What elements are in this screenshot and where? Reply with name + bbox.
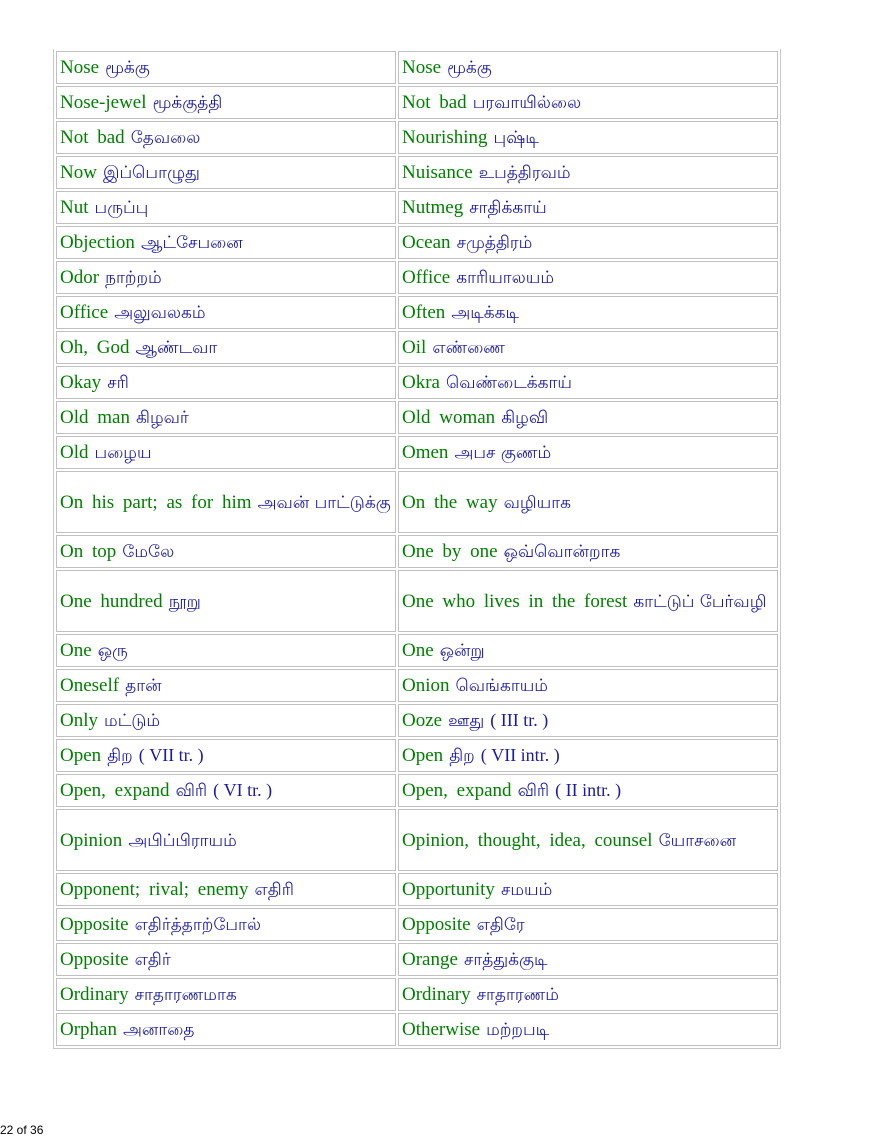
tamil-term: வழியாக xyxy=(503,492,571,513)
tamil-term: புஷ்டி xyxy=(493,128,539,148)
dictionary-entry xyxy=(56,471,396,533)
tamil-term: கிழவர் xyxy=(136,408,189,428)
dictionary-table-body xyxy=(56,51,778,1046)
english-term: Open xyxy=(402,745,444,766)
table-row xyxy=(56,570,778,632)
english-term: Ordinary xyxy=(60,984,129,1005)
tamil-term: அடிக்கடி xyxy=(451,303,520,323)
dictionary-entry xyxy=(56,873,396,906)
english-term: Not bad xyxy=(60,127,125,148)
dictionary-entry xyxy=(56,191,396,224)
table-row xyxy=(56,471,778,533)
dictionary-entry xyxy=(398,943,778,976)
table-row xyxy=(56,669,778,702)
english-term: Open xyxy=(60,745,102,766)
english-term: Opposite xyxy=(60,949,129,970)
tamil-term: மட்டும் xyxy=(104,711,161,731)
tamil-term: ஒவ்வொன்றாக xyxy=(503,542,621,562)
dictionary-entry xyxy=(398,191,778,224)
dictionary-entry xyxy=(56,121,396,154)
dictionary-entry xyxy=(398,366,778,399)
tamil-term: பரவாயில்லை xyxy=(472,93,582,113)
english-term: Otherwise xyxy=(402,1019,481,1040)
tamil-term: மூக்குத்தி xyxy=(152,93,223,113)
dictionary-entry xyxy=(56,809,396,871)
table-row xyxy=(56,156,778,189)
english-term: Nose-jewel xyxy=(60,92,147,113)
table-row xyxy=(56,978,778,1011)
tamil-term: அலுவலகம் xyxy=(114,303,206,323)
dictionary-entry xyxy=(398,296,778,329)
tamil-term: கிழவி xyxy=(501,408,549,428)
english-term: Ordinary xyxy=(402,984,471,1005)
english-term: One who lives in the forest xyxy=(402,590,628,612)
dictionary-entry xyxy=(398,739,778,772)
english-term: Onion xyxy=(402,675,450,696)
english-term: Nutmeg xyxy=(402,197,464,218)
tamil-term: வெங்காயம் xyxy=(455,676,548,696)
dictionary-entry xyxy=(56,51,396,84)
dictionary-entry xyxy=(56,774,396,807)
tamil-term: அபிப்பிராயம் xyxy=(128,830,237,851)
english-term: Ooze xyxy=(402,710,443,731)
table-row xyxy=(56,86,778,119)
table-row xyxy=(56,943,778,976)
english-term: Omen xyxy=(402,442,449,463)
english-term: Oneself xyxy=(60,675,120,696)
page-number: 22 of 36 xyxy=(0,1123,44,1137)
dictionary-entry xyxy=(398,809,778,871)
table-row xyxy=(56,191,778,224)
table-row xyxy=(56,366,778,399)
english-term: Open, expand xyxy=(60,780,170,801)
tamil-term: சமயம் xyxy=(500,880,553,900)
dictionary-entry xyxy=(398,436,778,469)
dictionary-entry xyxy=(398,704,778,737)
dictionary-entry xyxy=(398,774,778,807)
english-term: Orphan xyxy=(60,1019,117,1040)
english-term: One hundred xyxy=(60,590,163,612)
english-term: Orange xyxy=(402,949,458,970)
english-term: One xyxy=(60,640,92,661)
tamil-term: எதிரி xyxy=(254,880,294,900)
english-term: Old woman xyxy=(402,407,496,428)
dictionary-entry xyxy=(56,401,396,434)
dictionary-entry xyxy=(56,331,396,364)
tamil-term: உபத்திரவம் xyxy=(478,163,571,183)
english-term: Often xyxy=(402,302,446,323)
dictionary-entry xyxy=(398,51,778,84)
english-term: Opinion, thought, idea, counsel xyxy=(402,829,653,851)
table-row xyxy=(56,739,778,772)
english-term: Oh, God xyxy=(60,337,130,358)
tamil-term: மூக்கு xyxy=(447,58,492,78)
tamil-term: சாதாரணமாக xyxy=(134,985,237,1005)
dictionary-entry xyxy=(398,978,778,1011)
tamil-term: சரி xyxy=(107,373,129,393)
dictionary-entry xyxy=(56,704,396,737)
english-term: On the way xyxy=(402,491,498,513)
tamil-term: நூறு xyxy=(168,591,201,612)
tamil-term: மூக்கு xyxy=(105,58,150,78)
table-row xyxy=(56,1013,778,1046)
table-row xyxy=(56,809,778,871)
table-row xyxy=(56,634,778,667)
tamil-term: எதிர்த்தாற்போல் xyxy=(134,915,262,935)
table-row xyxy=(56,535,778,568)
english-term: Now xyxy=(60,162,97,183)
tamil-term: அவன் பாட்டுக்கு xyxy=(257,492,391,513)
tamil-term: திற xyxy=(107,746,133,766)
table-row xyxy=(56,296,778,329)
tamil-term: சாதாரணம் xyxy=(476,985,559,1005)
english-term: One by one xyxy=(402,541,498,562)
english-term: On his part; as for him xyxy=(60,491,252,513)
dictionary-entry xyxy=(56,86,396,119)
tamil-term: ஒரு xyxy=(97,641,128,661)
tamil-term: எண்ணை xyxy=(432,338,505,358)
english-term: Opportunity xyxy=(402,879,495,900)
table-row xyxy=(56,774,778,807)
table-row xyxy=(56,704,778,737)
tamil-term: காரியாலயம் xyxy=(456,268,555,288)
verb-class-note: ( II intr. ) xyxy=(555,780,622,800)
tamil-term: ஊது xyxy=(448,711,485,731)
tamil-term: நாற்றம் xyxy=(105,268,162,288)
english-term: Odor xyxy=(60,267,100,288)
english-term: Ocean xyxy=(402,232,451,253)
dictionary-entry xyxy=(56,739,396,772)
english-term: On top xyxy=(60,541,117,562)
tamil-term: தேவலை xyxy=(130,128,201,148)
tamil-term: எதிர் xyxy=(134,950,171,970)
dictionary-entry xyxy=(398,86,778,119)
dictionary-entry xyxy=(56,366,396,399)
english-term: Nuisance xyxy=(402,162,473,183)
dictionary-entry xyxy=(56,570,396,632)
english-term: Open, expand xyxy=(402,780,512,801)
tamil-term: விரி xyxy=(175,781,208,801)
dictionary-entry xyxy=(398,535,778,568)
tamil-term: ஆண்டவா xyxy=(135,338,218,358)
dictionary-entry xyxy=(398,873,778,906)
dictionary-entry xyxy=(56,908,396,941)
tamil-term: மேலே xyxy=(122,542,175,562)
english-term: Opposite xyxy=(402,914,471,935)
dictionary-entry xyxy=(56,156,396,189)
verb-class-note: ( VII intr. ) xyxy=(480,745,560,765)
english-term: Old xyxy=(60,442,89,463)
dictionary-entry xyxy=(398,908,778,941)
dictionary-entry xyxy=(398,1013,778,1046)
english-term: Only xyxy=(60,710,98,731)
english-term: Objection xyxy=(60,232,135,253)
table-row xyxy=(56,121,778,154)
tamil-term: விரி xyxy=(517,781,550,801)
tamil-term: பழைய xyxy=(94,443,152,463)
english-term: Nourishing xyxy=(402,127,488,148)
english-term: Nose xyxy=(402,57,442,78)
english-term: One xyxy=(402,640,434,661)
tamil-term: திற xyxy=(449,746,475,766)
english-term: Okra xyxy=(402,372,440,393)
dictionary-entry xyxy=(56,669,396,702)
english-term: Okay xyxy=(60,372,102,393)
english-term: Old man xyxy=(60,407,130,428)
verb-class-note: ( VI tr. ) xyxy=(213,780,273,800)
table-row xyxy=(56,873,778,906)
english-term: Opposite xyxy=(60,914,129,935)
table-row xyxy=(56,908,778,941)
dictionary-entry xyxy=(56,226,396,259)
table-row xyxy=(56,401,778,434)
table-row xyxy=(56,226,778,259)
dictionary-entry xyxy=(398,261,778,294)
english-term: Office xyxy=(402,267,451,288)
tamil-term: அனாதை xyxy=(123,1020,195,1040)
dictionary-entry xyxy=(56,436,396,469)
dictionary-entry xyxy=(398,471,778,533)
table-row xyxy=(56,261,778,294)
dictionary-entry xyxy=(56,535,396,568)
dictionary-entry xyxy=(398,331,778,364)
english-term: Opinion xyxy=(60,829,123,851)
tamil-term: வெண்டைக்காய் xyxy=(446,373,572,393)
verb-class-note: ( III tr. ) xyxy=(490,710,549,730)
dictionary-entry xyxy=(398,570,778,632)
tamil-term: யோசனை xyxy=(658,830,737,851)
tamil-term: தான் xyxy=(125,676,162,696)
tamil-term: ஆட்சேபனை xyxy=(140,233,243,253)
tamil-term: அபச குணம் xyxy=(454,443,552,463)
tamil-term: ஒன்று xyxy=(439,641,485,661)
dictionary-entry xyxy=(56,978,396,1011)
table-row xyxy=(56,51,778,84)
dictionary-table xyxy=(53,49,781,1049)
dictionary-entry xyxy=(398,634,778,667)
english-term: Nose xyxy=(60,57,100,78)
tamil-term: எதிரே xyxy=(476,915,525,935)
tamil-term: சமுத்திரம் xyxy=(456,233,533,253)
dictionary-entry xyxy=(398,401,778,434)
tamil-term: மற்றபடி xyxy=(486,1020,550,1040)
english-term: Oil xyxy=(402,337,427,358)
english-term: Not bad xyxy=(402,92,467,113)
tamil-term: சாதிக்காய் xyxy=(469,198,547,218)
dictionary-entry xyxy=(56,943,396,976)
dictionary-entry xyxy=(398,156,778,189)
verb-class-note: ( VII tr. ) xyxy=(138,745,204,765)
dictionary-entry xyxy=(398,121,778,154)
dictionary-entry xyxy=(398,669,778,702)
dictionary-entry xyxy=(398,226,778,259)
english-term: Opponent; rival; enemy xyxy=(60,879,249,900)
tamil-term: இப்பொழுது xyxy=(103,163,200,183)
english-term: Nut xyxy=(60,197,89,218)
table-row xyxy=(56,436,778,469)
dictionary-entry xyxy=(56,261,396,294)
table-row xyxy=(56,331,778,364)
tamil-term: பருப்பு xyxy=(94,198,149,218)
dictionary-entry xyxy=(56,296,396,329)
dictionary-entry xyxy=(56,1013,396,1046)
tamil-term: காட்டுப் பேர்வழி xyxy=(633,591,767,612)
tamil-term: சாத்துக்குடி xyxy=(463,950,548,970)
english-term: Office xyxy=(60,302,109,323)
dictionary-entry xyxy=(56,634,396,667)
